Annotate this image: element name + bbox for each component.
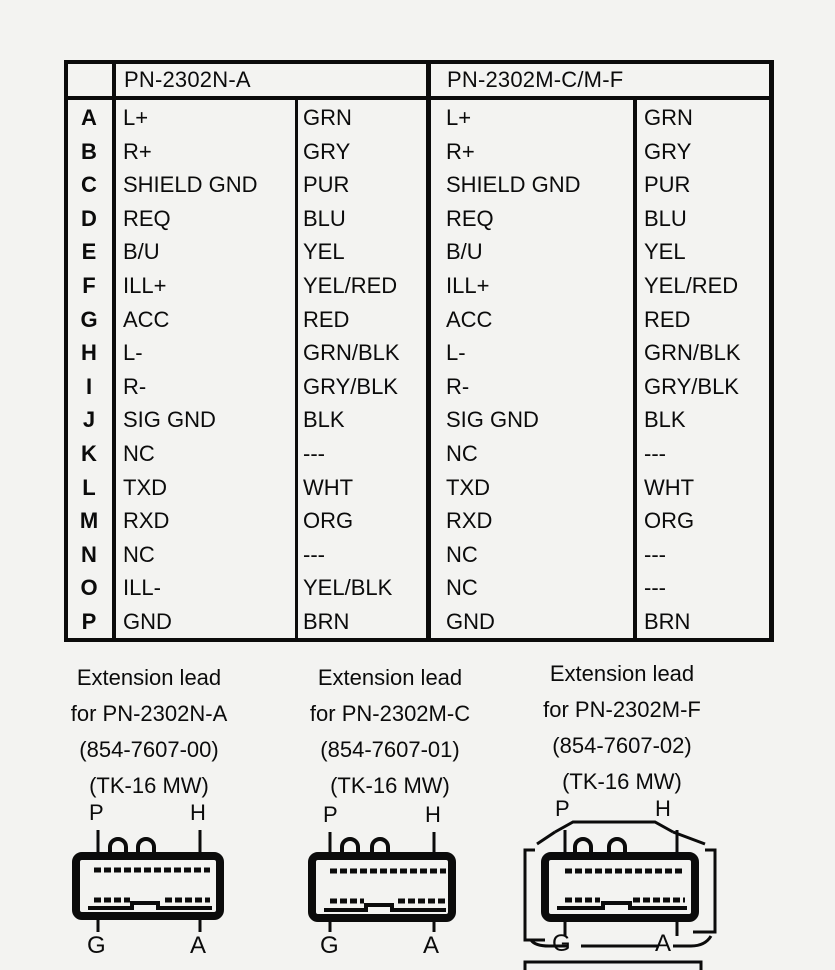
pin-letter: G	[80, 306, 98, 332]
table-row	[68, 437, 769, 471]
table-row	[68, 202, 769, 236]
signal-n-a: R-	[123, 373, 147, 399]
pin-label-p: P	[323, 802, 338, 827]
header-pn-2302m-c-m-f: PN-2302M-C/M-F	[447, 67, 624, 92]
pin-letter: B	[81, 138, 97, 164]
lead-connector-type: (TK-16 MW)	[562, 769, 682, 794]
signal-n-a: L-	[123, 340, 143, 366]
signal-n-a: REQ	[123, 205, 171, 231]
signal-m-cf: NC	[446, 575, 478, 601]
signal-n-a: R+	[123, 138, 152, 164]
pin-label-p: P	[89, 800, 104, 825]
pin-letter: L	[82, 474, 96, 500]
signal-n-a: RXD	[123, 508, 170, 534]
lead-model: for PN-2302M-C	[309, 701, 471, 726]
signal-m-cf: L-	[446, 340, 466, 366]
pin-label-p: P	[555, 796, 570, 821]
table-row	[68, 269, 769, 303]
signal-m-cf: TXD	[446, 474, 490, 500]
header-pn-2302n-a: PN-2302N-A	[124, 67, 251, 92]
wire-color-n-a: YEL/RED	[303, 273, 398, 298]
lead-connector-type: (TK-16 MW)	[330, 773, 450, 798]
wire-color-m-cf: GRN/BLK	[644, 340, 741, 366]
table-row	[68, 471, 769, 505]
wire-color-m-cf: GRN	[644, 105, 693, 130]
wire-color-m-cf: WHT	[644, 474, 695, 500]
pin-label-g: G	[552, 930, 571, 957]
table-row	[68, 303, 769, 337]
pin-letter: N	[81, 541, 97, 567]
wire-color-n-a: WHT	[303, 474, 354, 500]
signal-n-a: NC	[123, 441, 155, 466]
signal-m-cf: B/U	[446, 239, 483, 265]
signal-m-cf: NC	[446, 541, 478, 567]
pin-letter: A	[81, 105, 97, 130]
table-row	[68, 571, 769, 605]
wire-color-m-cf: GRY/BLK	[644, 373, 739, 399]
table-row	[68, 135, 769, 169]
pin-letter: P	[81, 609, 97, 634]
wire-color-m-cf: ---	[644, 441, 666, 466]
pin-letter: I	[85, 373, 93, 399]
wire-color-n-a: YEL/BLK	[303, 575, 393, 601]
lead-part-number: (854-7607-02)	[552, 733, 692, 758]
pin-label-h: H	[655, 796, 671, 821]
signal-m-cf: RXD	[446, 508, 493, 534]
pinout-table	[64, 60, 774, 642]
wire-color-n-a: PUR	[303, 172, 350, 198]
signal-n-a: NC	[123, 541, 155, 567]
pin-label-h: H	[425, 802, 441, 827]
pin-label-a: A	[655, 930, 672, 957]
wire-color-m-cf: ORG	[644, 508, 695, 534]
signal-m-cf: L+	[446, 105, 472, 130]
wire-color-m-cf: YEL/RED	[644, 273, 739, 298]
pin-label-a: A	[190, 932, 207, 959]
wire-color-n-a: ORG	[303, 508, 354, 534]
pin-label-h: H	[190, 800, 206, 825]
wire-color-n-a: BLK	[303, 407, 345, 433]
lead-model: for PN-2302N-A	[70, 701, 228, 726]
signal-n-a: ILL+	[123, 273, 167, 298]
signal-n-a: ILL-	[123, 575, 161, 601]
table-row	[68, 370, 769, 404]
wire-color-n-a: GRN/BLK	[303, 340, 400, 366]
wire-color-m-cf: BLK	[644, 407, 686, 433]
lead-caption-1	[44, 660, 254, 804]
wire-color-m-cf: ---	[644, 575, 666, 601]
table-row	[68, 168, 769, 202]
signal-n-a: SIG GND	[123, 407, 216, 433]
table-row	[68, 336, 769, 370]
wire-color-n-a: YEL	[303, 239, 345, 265]
wire-color-m-cf: BLU	[644, 205, 687, 231]
pin-label-g: G	[320, 932, 339, 959]
signal-m-cf: R+	[446, 138, 475, 164]
signal-m-cf: SHIELD GND	[446, 172, 581, 198]
connector-diagram-3	[515, 800, 725, 970]
wire-color-n-a: BLU	[303, 205, 346, 231]
pin-letter: E	[81, 239, 97, 265]
table-row	[68, 605, 769, 639]
wire-color-m-cf: GRY	[644, 138, 692, 164]
connector-icon	[312, 832, 452, 932]
signal-n-a: B/U	[123, 239, 160, 265]
signal-m-cf: NC	[446, 441, 478, 466]
pin-letter: F	[82, 273, 96, 298]
lead-model: for PN-2302M-F	[543, 697, 701, 722]
lead-part-number: (854-7607-00)	[79, 737, 219, 762]
pin-letter: M	[79, 508, 99, 534]
lead-caption-3	[512, 656, 732, 800]
wire-color-n-a: ---	[303, 541, 325, 567]
pin-letter: C	[81, 172, 97, 198]
signal-n-a: TXD	[123, 474, 167, 500]
wire-color-n-a: GRY	[303, 138, 351, 164]
table-row	[68, 101, 769, 135]
lead-title: Extension lead	[549, 661, 695, 686]
signal-m-cf: R-	[446, 373, 470, 399]
table-row	[68, 504, 769, 538]
signal-m-cf: REQ	[446, 205, 494, 231]
signal-n-a: L+	[123, 105, 149, 130]
signal-n-a: ACC	[123, 306, 170, 332]
wire-color-m-cf: PUR	[644, 172, 691, 198]
pin-label-g: G	[87, 932, 106, 959]
table-row	[68, 538, 769, 572]
pin-letter: J	[82, 407, 96, 433]
pin-letter: K	[81, 441, 97, 466]
signal-m-cf: ILL+	[446, 273, 490, 298]
lead-caption-2	[283, 660, 497, 804]
wire-color-n-a: GRY/BLK	[303, 373, 398, 399]
wire-color-n-a: RED	[303, 306, 350, 332]
pin-letter: O	[80, 575, 98, 601]
table-row	[68, 403, 769, 437]
lead-title: Extension lead	[317, 665, 463, 690]
wire-color-m-cf: BRN	[644, 609, 691, 634]
lead-connector-type: (TK-16 MW)	[89, 773, 209, 798]
table-row	[68, 235, 769, 269]
pin-letter: D	[81, 205, 97, 231]
signal-n-a: SHIELD GND	[123, 172, 258, 198]
connector-icon	[76, 830, 220, 932]
pin-label-a: A	[423, 932, 440, 959]
lead-part-number: (854-7607-01)	[320, 737, 460, 762]
signal-m-cf: SIG GND	[446, 407, 539, 433]
wire-color-n-a: GRN	[303, 105, 352, 130]
signal-n-a: GND	[123, 609, 172, 634]
signal-m-cf: ACC	[446, 306, 493, 332]
wire-color-m-cf: RED	[644, 306, 691, 332]
wire-color-m-cf: ---	[644, 541, 666, 567]
wire-color-m-cf: YEL	[644, 239, 686, 265]
wire-color-n-a: ---	[303, 441, 325, 466]
pin-letter: H	[81, 340, 97, 366]
header-divider	[68, 96, 769, 100]
lead-title: Extension lead	[76, 665, 222, 690]
wire-color-n-a: BRN	[303, 609, 350, 634]
signal-m-cf: GND	[446, 609, 495, 634]
